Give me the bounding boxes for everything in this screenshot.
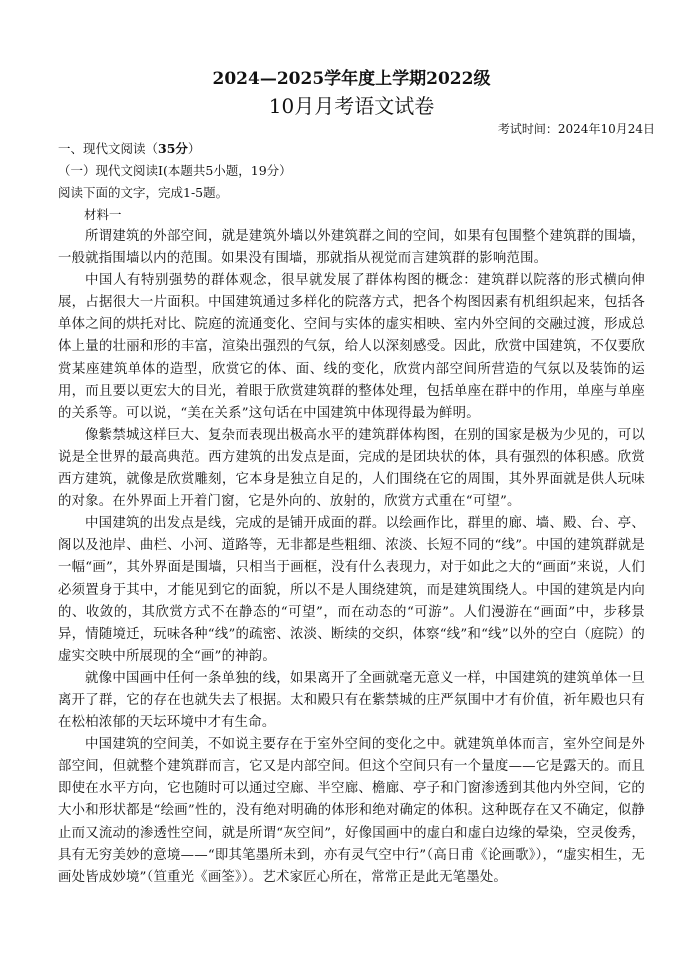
paragraph: 像紫禁城这样巨大、复杂而表现出极高水平的建筑群体构图，在别的国家是极为少见的，可以说是全世界的最高典范。西方建筑的出发点是面，完成的是团块状的体，具有强烈的体积感。欣赏西方建筑，就像是欣赏雕刻，它本身是独立自足的，人们围绕在它的周围，其外界面就是供人玩味的对象。在外界面上开着门窗，它是外向的、放射的，欣赏方式重在“可望”。	[58, 427, 645, 510]
section-heading-score: 35分	[158, 141, 188, 156]
section-heading-suffix: ）	[187, 141, 201, 156]
section-heading	[58, 138, 645, 160]
paragraph: 中国建筑的空间美，不如说主要存在于室外空间的变化之中。就建筑单体而言，室外空间是外部空间，但就整个建筑群而言，它又是内部空间。但这个空间只有一个量度——它是露天的。而且即使在水平方向，它也随时可以通过空廊、半空廊、檐廊、亭子和门窗渗透到其他内外空间，它的大小和形状都是“绘画”性的，没有绝对明确的体形和绝对确定的体积。这种既存在又不确定，似静止而又流动的渗透性空间，就是所谓“灰空间”，好像国画中的虚白和虚白边缘的晕染，空灵俊秀，具有无穷美妙的意境——“即其笔墨所未到，亦有灵气空中行”（高日甫《论画歌》），“虚实相生，无画处皆成妙境”（笪重光《画筌》）。艺术家匠心所在，常常正是此无笔墨处。	[58, 737, 645, 885]
exam-title-line2: 10月月考语文试卷	[268, 94, 435, 118]
paragraph: 中国人有特别强势的群体观念，很早就发展了群体构图的概念：建筑群以院落的形式横向伸展，占据很大一片面积。中国建筑通过多样化的院落方式，把各个构图因素有机组织起来，包括各单体之间的烘托对比、院庭的流通变化、空间与实体的虚实相映、室内外空间的交融过渡，形成总体上量的壮丽和形的丰富，渲染出强烈的气氛，给人以深刻感受。因此，欣赏中国建筑，不仅要欣赏某座建筑单体的造型，欣赏它的体、面、线的变化，欣赏内部空间所营造的气氛以及装饰的运用，而且要以更宏大的目光，着眼于欣赏建筑群的整体处理，包括单座在群中的作用，单座与单座的关系等。可以说，“美在关系”这句话在中国建筑中体现得最为鲜明。	[58, 273, 645, 421]
paragraph: 就像中国画中任何一条单独的线，如果离开了全画就毫无意义一样，中国建筑的建筑单体一旦离开了群，它的存在也就失去了根据。太和殿只有在紫禁城的庄严氛围中才有价值，祈年殿也只有在松柏浓郁的天坛环境中才有生命。	[58, 670, 645, 731]
paragraph: 所谓建筑的外部空间，就是建筑外墙以外建筑群之间的空间，如果有包围整个建筑群的围墙，一般就指围墙以内的范围。如果没有围墙，那就指从视觉而言建筑群的影响范围。	[58, 229, 645, 267]
exam-time: 考试时间：2024年10月24日	[497, 122, 655, 136]
paragraph: 中国建筑的出发点是线，完成的是铺开成面的群。以绘画作比，群里的廊、墙、殿、台、亭、阁以及池岸、曲栏、小河、道路等，无非都是些粗细、浓淡、长短不同的“线”。中国的建筑群就是一幅“画”，其外界面是围墙，只相当于画框，没有什么表现力，对于如此之大的“画面”来说，人们必须置身于其中，才能见到它的面貌，所以不是人围绕建筑，而是建筑围绕人。中国的建筑是内向的、收敛的，其欣赏方式不在静态的“可望”，而在动态的“可游”。人们漫游在“画面”中，步移景异，情随境迁，玩味各种“线”的疏密、浓淡、断续的交织，体察“线”和“线”以外的空白（庭院）的虚实交映中所展现的全“画”的神韵。	[58, 516, 645, 664]
section-heading-prefix: 一、现代文阅读（	[58, 141, 159, 156]
exam-title-line1: 2024—2025学年度上学期2022级	[212, 69, 491, 89]
reading-instruction: 阅读下面的文字，完成1-5题。	[58, 185, 229, 200]
material-label: 材料一	[84, 207, 122, 222]
subsection-heading: （一）现代文阅读Ⅰ(本题共5小题，19分）	[58, 163, 292, 178]
